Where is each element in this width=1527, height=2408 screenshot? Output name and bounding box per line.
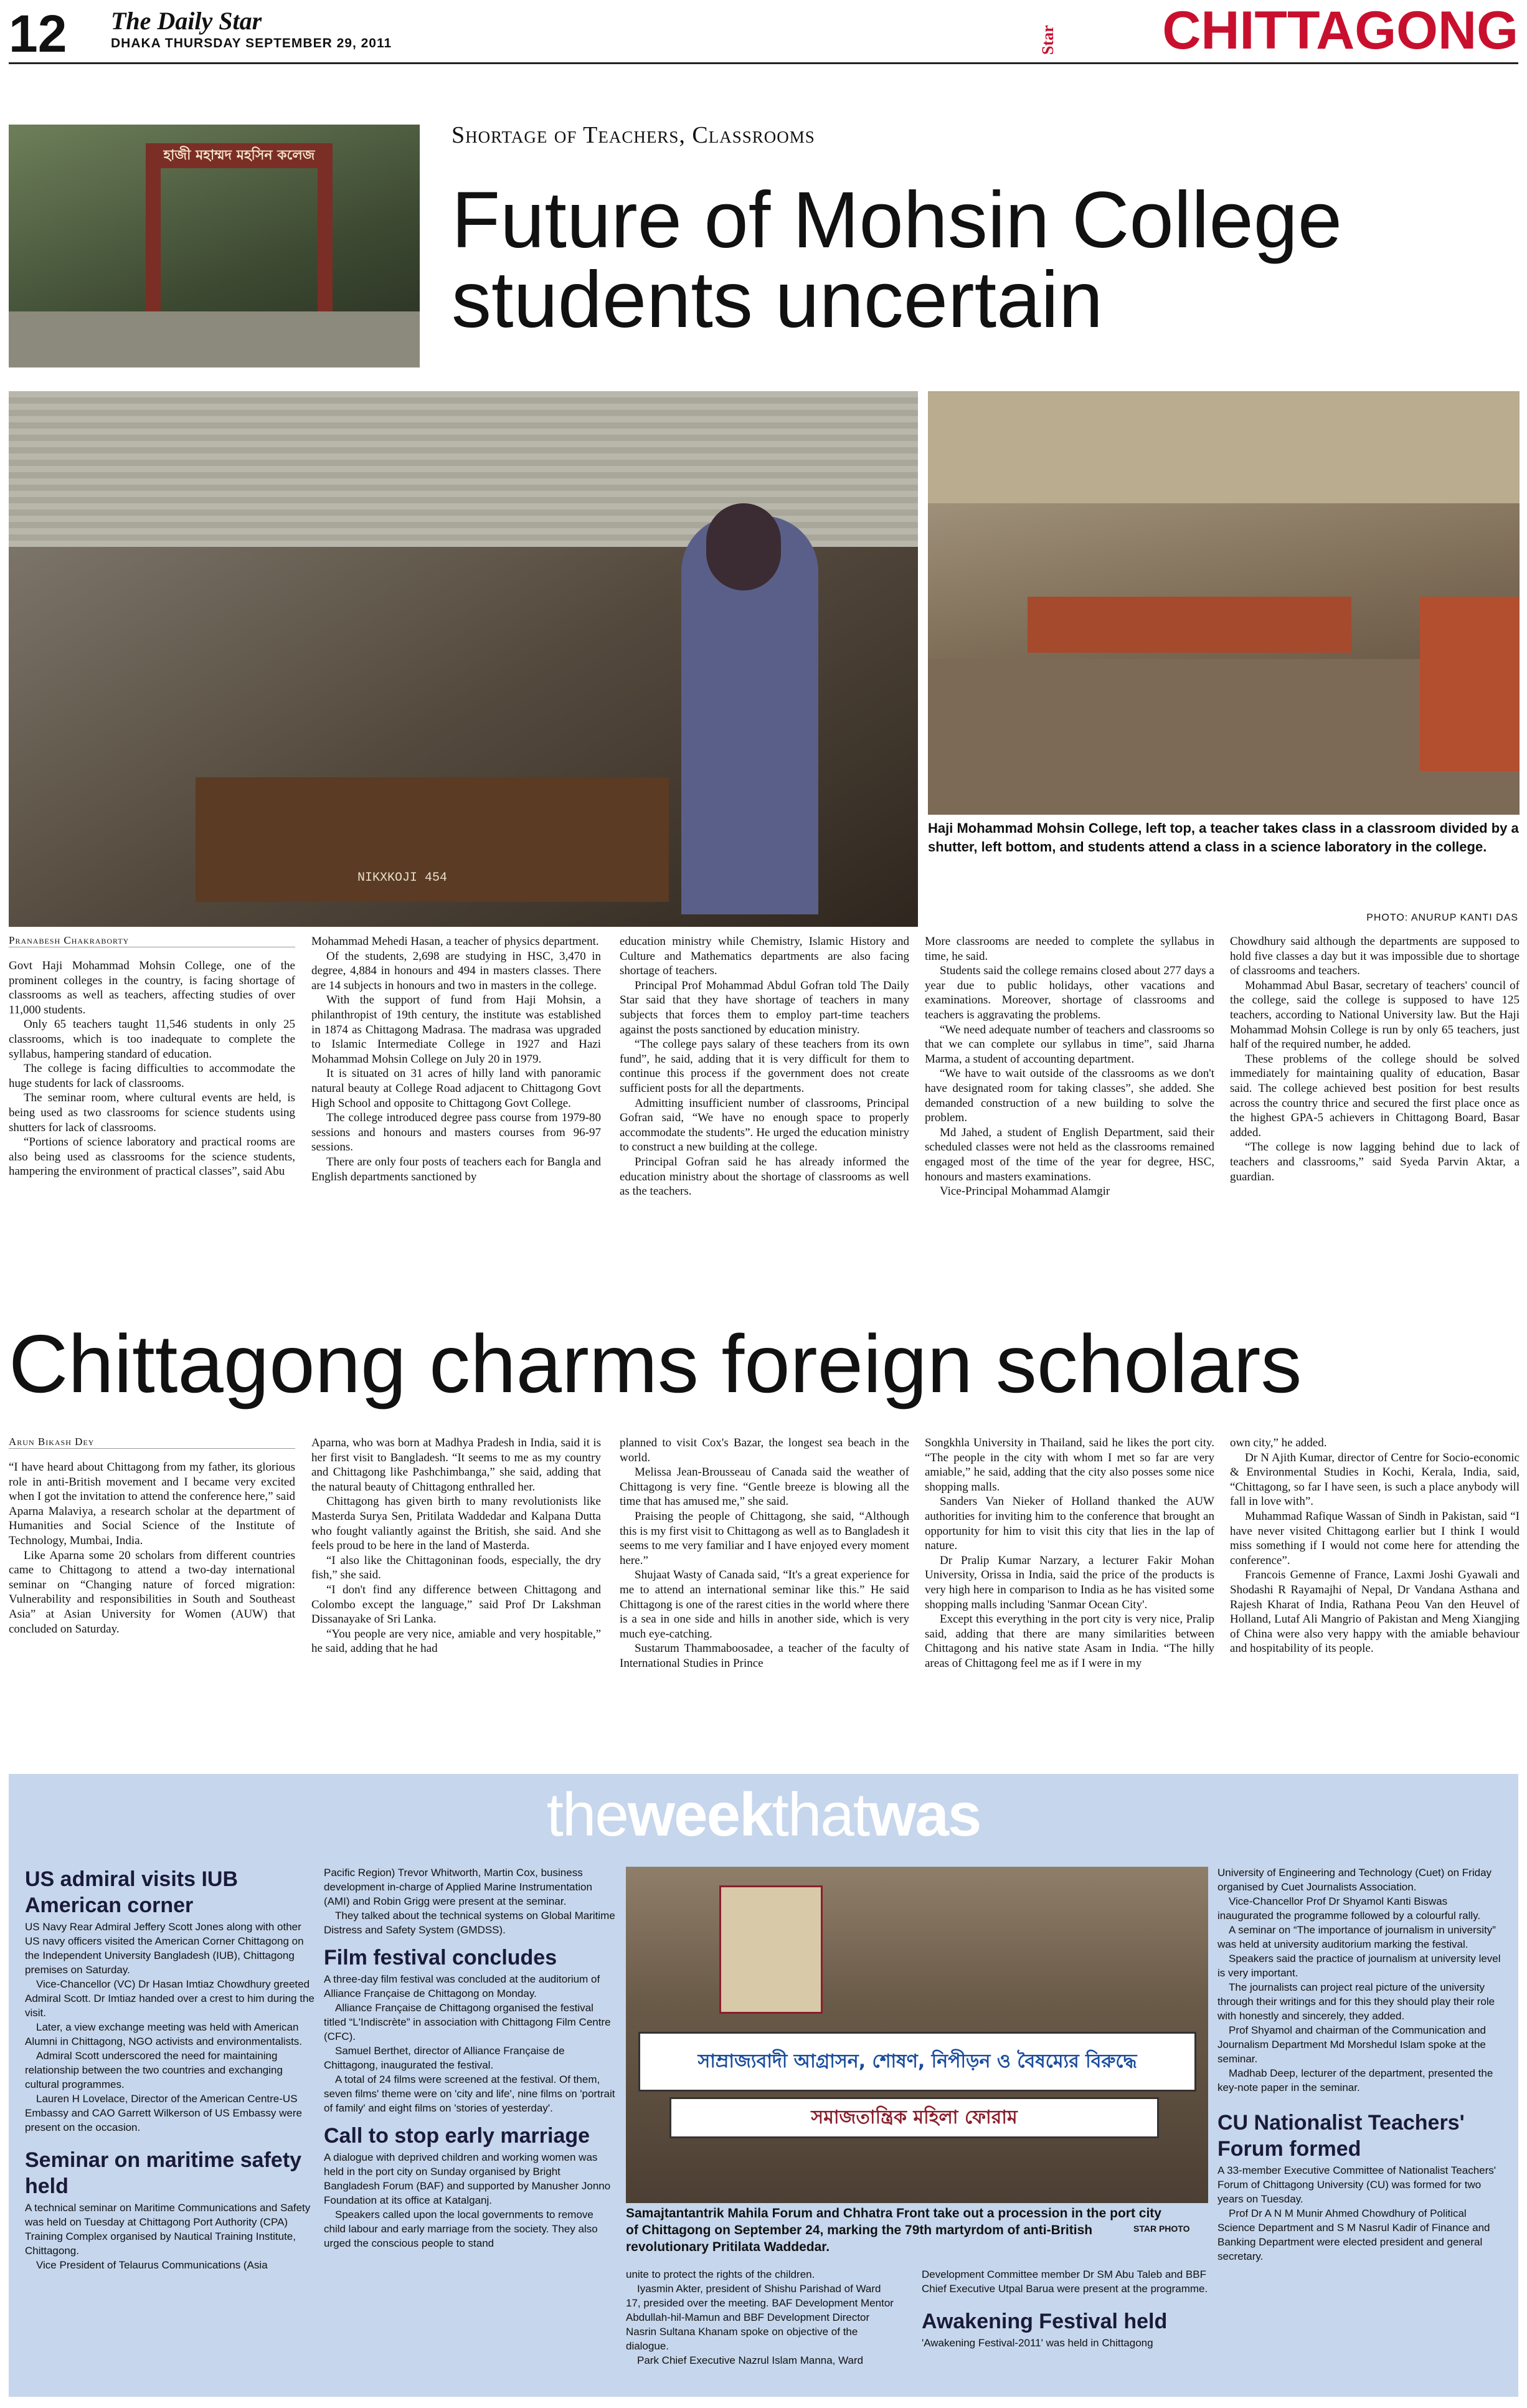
story1-paragraph: With the support of fund from Haji Mohsin, a philanthropist of 19th century, the institute was established in 1874 as Chittagong Madrasa. The madrasa was upgraded to Islamic Intermediate College in 1927 and Hazi Mohammad Mohsin College on July 20 in 1979. [311,993,601,1066]
gate-sign: হাজী মহাম্মদ মহসিন কলেজ [146,143,333,168]
story1-paragraph: The seminar room, where cultural events are held, is being used as two classrooms for science students using shutters for lack of classrooms. [9,1091,295,1134]
story2-paragraph: Muhammad Rafique Wassan of Sindh in Pakistan, said “I have never visited Chittagong earlier but I think I would miss something if I would not come here for attending the conference”. [1230,1509,1520,1567]
week-paragraph: US Navy Rear Admiral Jeffery Scott Jones along with other US navy officers visited the American Corner Chittagong on the Independent University Bangladesh (IUB), Chittagong premises on Saturday. [25,1921,304,1976]
week-paragraph: Vice-Chancellor Prof Dr Shyamol Kanti Biswas inaugurated the programme followed by a colourful rally. [1217,1895,1481,1922]
story2-paragraph: Chittagong has given birth to many revolutionists like Masterda Surya Sen, Pritilata Waddedar and Kalpana Dutta who fought valiantly against the British, she said. And she feels proud to be here in the land of Masterda. [311,1495,601,1553]
week-column-2 [324,1865,617,2250]
story2-paragraph: Shujaat Wasty of Canada said, “It's a great experience for me to attend an international seminar like this.” He said Chittagong is one of the rarest cities in the world where there is a sea in one side and hills in another side, which is very much eye-catching. [620,1568,909,1641]
story1-paragraph: education ministry while Chemistry, Islamic History and Culture and Mathematics departments are also facing shortage of teachers. [620,935,909,978]
story1-paragraph: Govt Haji Mohammad Mohsin College, one of the prominent colleges in the country, is facing shortage of classrooms as well as teachers, affecting studies of over 11,000 students. [9,959,295,1017]
week-column-4 [1217,1865,1504,2263]
week-paragraph: Admiral Scott underscored the need for maintaining relationship between the two countries and exchanging cultural programmes. [25,2050,283,2090]
week-paragraph: Vice-Chancellor (VC) Dr Hasan Imtiaz Chowdhury greeted Admiral Scott. Dr Imtiaz handed over a crest to him during the visit. [25,1978,314,2019]
story2-paragraph: planned to visit Cox's Bazar, the longest sea beach in the world. [620,1436,909,1464]
story2-paragraph: own city,” he added. [1230,1436,1327,1449]
story2-paragraph: Francois Gemenne of France, Laxmi Joshi Gyawali and Shodashi R Rayamajhi of Nepal, Dr Vandana Asthana and Rajesh Kharat of India, Rathana Peou Van den Heuvel of Holland, Lutaf Ali Mangrio of Pakistan and Meng Xiangjing of China were also very happy with the amiable behaviour and hospitability of its people. [1230,1568,1520,1656]
week-paragraph: 'Awakening Festival-2011' was held in Chittagong [922,2337,1153,2349]
story1-photo-caption: Haji Mohammad Mohsin College, left top, a teacher takes class in a classroom divided by a shutter, left bottom, and students attend a class in a science laboratory in the college. [928,820,1519,855]
classroom-photo [9,391,918,927]
week-column-1 [25,1862,318,2272]
story2-paragraph: Dr Pralip Kumar Narzary, a lecturer Fakir Mohan University, Orissa in India, said the price of the products is very high here in comparison to India as he has visited some shopping malls including 'Sanmar Ocean City'. [925,1553,1214,1611]
page-number: 12 [9,4,67,63]
week-column-3a [626,2267,897,2368]
story1-paragraph: “The college is now lagging behind due to lack of teachers and classrooms,” said Syeda Parvin Aktar, a guardian. [1230,1140,1520,1183]
week-headline: Film festival concludes [324,1946,557,1970]
story1-column-3 [620,934,909,1199]
story1-paragraph: Only 65 teachers taught 11,546 students in only 25 classrooms, which is too inadequate to complete the syllabus, hampering standard of education. [9,1018,295,1061]
week-paragraph: Iyasmin Akter, president of Shishu Parishad of Ward 17, presided over the meeting. BAF Development Mentor Abdullah-hil-Mamun and BBF Development Director Nasrin Sultana Khanam spoke on objective of the dialogue. [626,2283,894,2352]
week-paragraph: Later, a view exchange meeting was held with American Alumni in Chittagong, NGO activists and environmentalists. [25,2021,303,2047]
science-lab-photo [928,391,1520,815]
week-paragraph: Park Chief Executive Nazrul Islam Manna, Ward [637,2354,864,2366]
week-paragraph: The journalists can project real picture of the university through their writings and for this they should play their role with honestly and sincerely, they added. [1217,1981,1495,2022]
story1-paragraph: It is situated on 31 acres of hilly land with panoramic natural beauty at College Road adjacent to Chittagong Govt High School and opposite to Chittagong Govt College. [311,1067,601,1110]
story1-paragraph: “The college pays salary of these teachers from its own fund”, he said, adding that it is very difficult for them to continue this process if the government does not create sufficient posts for all the departments. [620,1038,909,1095]
story1-photo-credit: PHOTO: ANURUP KANTI DAS [1366,912,1518,923]
procession-photo-caption: Samajtantantrik Mahila Forum and Chhatra Front take out a procession in the port city of Chittagong on September 24, marking the 79th martyrdom of anti-British revolutionary Pritilata Waddedar. [626,2206,1161,2254]
procession-banner-forum: সমাজতান্ত্রিক মহিলা ফোরাম [669,2097,1159,2138]
college-gate-photo [9,125,420,367]
dateline: DHAKA THURSDAY SEPTEMBER 29, 2011 [111,36,392,50]
week-paragraph: Madhab Deep, lecturer of the department, presented the key-note paper in the seminar. [1217,2067,1493,2093]
desk-inscription: NIKXKOJI 454 [357,871,448,885]
story1-paragraph: There are only four posts of teachers each for Bangla and English departments sanctioned by [311,1155,601,1183]
procession-photo-credit: STAR PHOTO [1133,2224,1190,2234]
story2-paragraph: “I also like the Chittagoninan foods, especially, the dry fish,” she said. [311,1553,601,1582]
story2-column-3 [620,1436,909,1671]
story1-byline: Pranabesh Chakraborty [9,934,295,947]
newspaper-name: The Daily Star [111,7,262,35]
story2-byline: Arun Bikash Dey [9,1436,295,1449]
week-that-was-title: theweekthatwas [546,1780,981,1849]
week-paragraph: Lauren H Lovelace, Director of the American Centre-US Embassy and CAO Garrett Wilkerson of US Embassy were present on the occasion. [25,2093,302,2133]
week-paragraph: A technical seminar on Maritime Communications and Safety was held on Tuesday at Chittagong Port Authority (CPA) Training Complex organised by Nautical Training Institute, Chittagong. [25,2202,311,2257]
week-paragraph: Pacific Region) Trevor Whitworth, Martin Cox, business development in-charge of Applied Marine Instrumentation (AMI) and Robin Grigg were present at the seminar. [324,1867,592,1907]
story2-paragraph: Like Aparna some 20 scholars from different countries came to Chittagong to attend a two-day international seminar on “Changing nature of forced migration: Vulnerability and responsibilities in South and Southeast Asia” at Asian University for Women (AUW) that concluded on Saturday. [9,1548,295,1636]
story2-column-1 [9,1436,295,1636]
story2-paragraph: Songkhla University in Thailand, said he likes the port city. “The people in the city with whom I met so far are very amiable,” he said, adding that the city also posses some nice shopping malls. [925,1436,1214,1494]
week-paragraph: University of Engineering and Technology (Cuet) on Friday organised by Cuet Journalists Association. [1217,1867,1492,1893]
star-logo-mark: Star [1039,25,1057,55]
week-paragraph: Prof Shyamol and chairman of the Communication and Journalism Department Md Morshedul Islam spoke at the seminar. [1217,2024,1486,2065]
procession-photo [626,1867,1208,2203]
story2-column-5 [1230,1436,1520,1656]
story1-paragraph: These problems of the college should be solved immediately for maintaining quality of education, Basar said. The college achieved best position for best results across the country thrice and secured the first place once as the highest GPA-5 achievers in Chittagong Board, Basar added. [1230,1052,1520,1139]
week-paragraph: Alliance Française de Chittagong organised the festival titled “L'Indiscrète” in association with Chittagong Film Centre (CFC). [324,2002,611,2042]
story1-column-4 [925,934,1214,1199]
week-paragraph: A 33-member Executive Committee of Nationalist Teachers' Forum of Chittagong University (CU) was formed for two years on Tuesday. [1217,2164,1496,2205]
story1-column-5 [1230,934,1520,1184]
story1-paragraph: Chowdhury said although the departments are supposed to hold five classes a day but it was impossible due to shortage of classrooms and teachers. [1230,935,1520,978]
story1-paragraph: “We have to wait outside of the classrooms as we don't have designated room for taking classes”, she added. She demanded construction of a new building to solve the problem. [925,1067,1214,1125]
week-paragraph: A dialogue with deprived children and working women was held in the port city on Sunday organised by Bright Bangladesh Forum (BAF) and supported by Manusher Jonno Foundation at its office at Katalganj. [324,2151,611,2206]
week-paragraph: Prof Dr A N M Munir Ahmed Chowdhury of Political Science Department and S M Nasrul Kadir of Finance and Banking Department were elected president and general secretary. [1217,2207,1490,2262]
story2-headline: Chittagong charms foreign scholars [9,1318,1302,1410]
story1-paragraph: Md Jahed, a student of English Department, said their scheduled classes were not held as the classrooms remained engaged most of the time of the year for degree, HSC, honours and masters examinations. [925,1126,1214,1183]
story1-column-1 [9,934,295,1179]
story1-paragraph: Admitting insufficient number of classrooms, Principal Gofran said, “We have no enough space to properly accommodate the students”. He urged the education ministry to construct a new building at the college. [620,1096,909,1154]
story2-column-4 [925,1436,1214,1671]
story2-paragraph: Sustarum Thammaboosadee, a teacher of the faculty of International Studies in Prince [620,1642,909,1670]
week-paragraph: A seminar on “The importance of journalism in university” was held at university auditorium marking the festival. [1217,1924,1496,1950]
story2-paragraph: “You people are very nice, amiable and very hospitable,” he said, adding that he had [311,1627,601,1656]
week-paragraph: unite to protect the rights of the children. [626,2268,815,2280]
week-paragraph: A three-day film festival was concluded at the auditorium of Alliance Française de Chittagong on Monday. [324,1973,600,1999]
week-headline: Seminar on maritime safety held [25,2148,302,2198]
week-headline: Awakening Festival held [922,2310,1168,2333]
week-paragraph: Development Committee member Dr SM Abu Taleb and BBF Chief Executive Utpal Barua were present at the programme. [922,2268,1208,2295]
section-title: CHITTAGONG [1162,1,1518,60]
story2-paragraph: Sanders Van Nieker of Holland thanked the AUW authorities for inviting him to the conference that brought an opportunity for him to visit this city that lies in the lap of nature. [925,1495,1214,1553]
story1-paragraph: Mohammad Mehedi Hasan, a teacher of physics department. [311,935,599,948]
week-paragraph: A total of 24 films were screened at the festival. Of them, seven films' theme were on 'city and life', nine films on 'portrait of family' and eight films on 'stories of yesterday'. [324,2074,615,2114]
story1-paragraph: “We need adequate number of teachers and classrooms so that we can complete our syllabus in time”, said Jharna Marma, a student of accounting department. [925,1023,1214,1066]
story1-paragraph: Mohammad Abul Basar, secretary of teachers' council of the college, said the college is supposed to have 125 teachers, according to National University law. But the Haji Mohammad Mohsin College is run by only 65 teachers, just half of the required number, he added. [1230,979,1520,1051]
story1-paragraph: Principal Prof Mohammad Abdul Gofran told The Daily Star said that they have shortage of teachers in many subjects that forces them to employ part-time teachers against the posts sanctioned by education ministry. [620,979,909,1036]
story1-paragraph: Students said the college remains closed about 277 days a year due to public holidays, other vacations and examinations. Moreover, shortage of classrooms and teachers is aggravating the problems. [925,964,1214,1022]
week-paragraph: Speakers called upon the local governments to remove child labour and early marriage from the society. They also urged the conscious people to stand [324,2209,598,2249]
story2-paragraph: Praising the people of Chittagong, she said, “Although this is my first visit to Chittagong as well as to Bangladesh it seems to me very familiar and I have enjoyed every moment here.” [620,1509,909,1567]
story1-paragraph: The college introduced degree pass course from 1979-80 sessions and honours and masters courses from 96-97 sessions. [311,1111,601,1154]
story1-paragraph: Vice-Principal Mohammad Alamgir [940,1185,1110,1198]
story1-paragraph: Principal Gofran said he has already informed the education ministry about the shortage of classrooms as well as the teachers. [620,1155,909,1198]
week-paragraph: They talked about the technical systems on Global Maritime Distress and Safety System (GMDSS). [324,1910,615,1936]
story2-paragraph: “I don't find any difference between Chittagong and Colombo except the language,” said Prof Dr Lakshman Dissanayake of Sri Lanka. [311,1583,601,1626]
story1-paragraph: The college is facing difficulties to accommodate the huge students for lack of classrooms. [9,1062,295,1090]
story2-paragraph: Dr N Ajith Kumar, director of Centre for Socio-economic & Environmental Studies in Kochi, Kerala, India, said, “Chittagong, so far I have seen, is such a place anybody will fall in love with”. [1230,1451,1520,1509]
story2-paragraph: “I have heard about Chittagong from my father, its glorious role in anti-British movement and I became very excited when I got the invitation to attend the conference here,” said Aparna Malaviya, a research scholar at the department of Humanities and Social Science of the Institute of Technology, Mumbai, India. [9,1461,295,1547]
story1-paragraph: More classrooms are needed to complete the syllabus in time, he said. [925,935,1214,963]
week-paragraph: Speakers said the practice of journalism at university level is very important. [1217,1953,1501,1979]
week-headline: CU Nationalist Teachers' Forum formed [1217,2111,1465,2161]
story1-kicker: Shortage of Teachers, Classrooms [451,122,815,148]
story1-headline: Future of Mohsin College students uncertain [451,176,1343,344]
procession-banner: সাম্রাজ্যবাদী আগ্রাসন, শোষণ, নিপীড়ন ও বৈষম্যের বিরুদ্ধে [638,2032,1196,2092]
story1-column-2 [311,934,601,1184]
story2-paragraph: Aparna, who was born at Madhya Pradesh in India, said it is her first visit to Bangladesh. “It seems to me as my country and Chittagong like Pashchimbanga,” she said, adding that the natural beauty of Chittagong enthralled her. [311,1436,601,1494]
story1-paragraph: Of the students, 2,698 are studying in HSC, 3,470 in degree, 4,884 in honours and 494 in masters classes. There are 14 subjects in honours and two in masters in the college. [311,949,601,992]
story1-paragraph: “Portions of science laboratory and practical rooms are also being used as classrooms for the science students, hampering the environment of practical classes”, said Abu [9,1135,295,1178]
story2-paragraph: Except this everything in the port city is very nice, Pralip said, adding that there are many similarities between Chittagong and his native state Asam in India. “The hilly areas of Chittagong feel me as if I were in my [925,1613,1214,1670]
story2-paragraph: Melissa Jean-Brousseau of Canada said the weather of Chittagong is very fine. “Gentle breeze is blowing all the time that has amused me,” she said. [620,1466,909,1509]
week-paragraph: Vice President of Telaurus Communications (Asia [36,2259,268,2271]
week-headline: Call to stop early marriage [324,2124,590,2148]
week-column-3b [922,2267,1208,2350]
week-paragraph: Samuel Berthet, director of Alliance Française de Chittagong, inaugurated the festival. [324,2045,565,2071]
week-headline: US admiral visits IUB American corner [25,1867,239,1917]
story2-column-2 [311,1436,601,1656]
